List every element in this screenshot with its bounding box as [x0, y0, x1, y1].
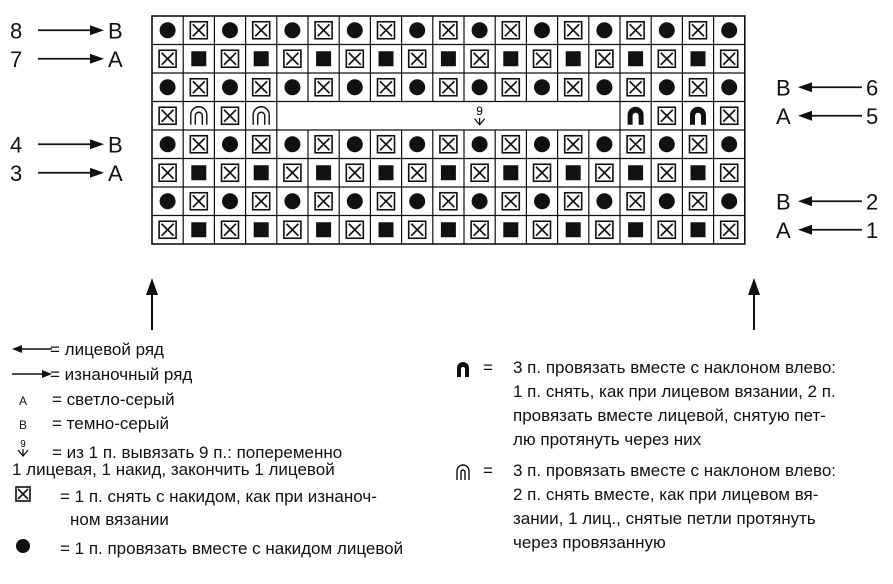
legend-knit-row-text: = лицевой ряд [50, 340, 164, 359]
chart-cell [659, 22, 675, 38]
arrow-up-right-icon [748, 278, 760, 330]
legend-dark-grey-text: = темно-серый [52, 414, 170, 433]
dot-symbol [596, 136, 612, 152]
legend-arch-filled-line-2: 1 п. снять, как при лицевом вязании, 2 п. [513, 382, 836, 401]
square-symbol [503, 51, 518, 66]
legend-arch-outline-line-4: через провязанную [513, 533, 666, 552]
arch-filled-symbol [628, 107, 644, 125]
chart-cell [378, 79, 395, 96]
row-number: 3 [10, 160, 23, 186]
chart-cell [721, 79, 737, 95]
chart-cell [690, 79, 707, 96]
dot-symbol [721, 79, 737, 95]
chart-cell [409, 164, 426, 181]
arrow-left-icon [12, 340, 34, 360]
chart-cell [190, 79, 207, 96]
dot-symbol [409, 193, 425, 209]
dot-symbol [721, 136, 737, 152]
chart-cell [721, 136, 737, 152]
chart-cell [659, 193, 675, 209]
chart-cell [222, 164, 239, 181]
legend-arch-filled-line-1: 3 п. провязать вместе с наклоном влево: [513, 358, 837, 377]
row-number: 2 [866, 189, 879, 215]
chart-cell [222, 107, 239, 124]
legend-purl-row-text: = изнаночный ряд [50, 365, 193, 384]
dot-symbol [347, 79, 363, 95]
square-symbol [503, 222, 518, 237]
chart-cell [566, 222, 581, 237]
chart-cell [690, 136, 707, 153]
square-symbol [379, 51, 394, 66]
chart-cell [190, 22, 207, 39]
square-symbol [316, 165, 331, 180]
dot-symbol [596, 79, 612, 95]
legend-knit-with-yo [12, 538, 403, 559]
chart-cell [409, 50, 426, 67]
chart-cell [222, 22, 238, 38]
chart-cell [690, 22, 707, 39]
row-number: 7 [10, 46, 23, 72]
dot-symbol [222, 22, 238, 38]
row-letter: A [776, 217, 791, 243]
arrow-right-icon [12, 365, 34, 385]
chart-cell [409, 22, 425, 38]
dot-symbol [721, 22, 737, 38]
square-symbol [254, 222, 269, 237]
chart-cell [565, 193, 582, 210]
chart-cell [409, 193, 425, 209]
chart-cell [471, 164, 488, 181]
row-label-left [10, 18, 123, 43]
square-symbol [254, 165, 269, 180]
dot-symbol [596, 22, 612, 38]
chart-cell [315, 22, 332, 39]
chart-cell [472, 79, 488, 95]
legend-arch-outline-line-2: 2 п. снять вместе, как при лицевом вя- [513, 485, 819, 504]
chart-cell [565, 136, 582, 153]
dot-symbol [160, 22, 176, 38]
square-symbol [191, 222, 206, 237]
chart-cell [596, 50, 613, 67]
chart-cell [191, 51, 206, 66]
chart-cell [284, 221, 301, 238]
dot-symbol [284, 136, 300, 152]
chart-cell [471, 50, 488, 67]
dot-symbol [659, 22, 675, 38]
chart-cell [316, 165, 331, 180]
chart-cell [627, 22, 644, 39]
legend-purl-row [12, 365, 192, 385]
dot-symbol [347, 136, 363, 152]
chart-cell [190, 193, 207, 210]
chart-cell [721, 50, 738, 67]
row-number: 8 [10, 18, 23, 44]
chart-cell [440, 136, 457, 153]
chart-cell [190, 136, 207, 153]
chart-cell [254, 222, 269, 237]
chart-cell [503, 222, 518, 237]
chart-cell [503, 165, 518, 180]
row-label-right [776, 218, 878, 243]
chart-cell [315, 193, 332, 210]
dot-symbol [409, 136, 425, 152]
dot-icon [12, 538, 34, 559]
row-label-right [776, 189, 878, 214]
chart-cell [409, 136, 425, 152]
chart-cell [627, 79, 644, 96]
legend-arch-filled: = 3 п. провязать вместе с наклоном влево: 1 п. снять, как при лицевом вязании, 2 п. провязать вместе лицевой, снятую пет- лю протянуть через них [453, 356, 873, 456]
arch-outline-symbol [191, 107, 207, 125]
chart-cell [160, 22, 176, 38]
dot-symbol [222, 193, 238, 209]
chart-cell [440, 193, 457, 210]
row-letter: A [108, 46, 123, 72]
square-symbol [441, 222, 456, 237]
chart-cell [658, 164, 675, 181]
chart-cell [284, 79, 300, 95]
chart-cell [159, 107, 176, 124]
chart-cell [690, 193, 707, 210]
dot-symbol [596, 193, 612, 209]
chart-cell [316, 51, 331, 66]
chart-cell [628, 222, 643, 237]
dot-symbol [534, 79, 550, 95]
chart-cell [378, 136, 395, 153]
chart-cell [534, 79, 550, 95]
chart-cell [691, 165, 706, 180]
chart-cell [253, 193, 270, 210]
chart-cell [502, 193, 519, 210]
square-symbol [691, 165, 706, 180]
chart-cell [721, 221, 738, 238]
chart-cell [721, 164, 738, 181]
chart-cell [347, 136, 363, 152]
chart-cell [566, 165, 581, 180]
square-symbol [566, 222, 581, 237]
dot-symbol [472, 79, 488, 95]
legend-knit-row [12, 340, 164, 360]
chart-cell [379, 222, 394, 237]
chart-cell [596, 79, 612, 95]
chart-cell [472, 136, 488, 152]
dot-symbol [409, 22, 425, 38]
chart-cell [502, 136, 519, 153]
chart-cell [628, 165, 643, 180]
legend-nine-text: = из 1 п. вывязать 9 п.: попеременно [52, 443, 343, 462]
x-box-icon [12, 486, 34, 507]
dot-symbol [347, 22, 363, 38]
chart-cell [284, 50, 301, 67]
row-number: 5 [866, 103, 879, 129]
chart-cell [347, 193, 363, 209]
chart-cell [159, 164, 176, 181]
chart-cell [346, 221, 363, 238]
chart-cell [284, 22, 300, 38]
legend-arch-filled-line-4: лю протянуть через них [513, 430, 702, 449]
chart-cell [596, 22, 612, 38]
legend-slip-text-2: ном вязании [70, 510, 169, 529]
square-symbol [628, 51, 643, 66]
chart-cell [347, 22, 363, 38]
chart-cell [222, 50, 239, 67]
square-symbol [254, 51, 269, 66]
legend-slip-text: = 1 п. снять с накидом, как при изнаноч- [60, 487, 377, 506]
chart-cell [409, 221, 426, 238]
row-number: 6 [866, 75, 879, 101]
chart-cell [596, 164, 613, 181]
chart-cell [441, 165, 456, 180]
chart-cell [475, 104, 485, 125]
chart-cell [471, 221, 488, 238]
legend-slip-with-yo [12, 486, 377, 507]
row-label-left [10, 132, 123, 157]
chart-cell [222, 79, 238, 95]
chart-cell [159, 221, 176, 238]
chart-cell [159, 50, 176, 67]
row-letter: A [108, 160, 123, 186]
legend-arch-outline-line-1: 3 п. провязать вместе с наклоном влево: [513, 461, 837, 480]
dot-symbol [284, 22, 300, 38]
dot-symbol [222, 136, 238, 152]
chart-cell [659, 136, 675, 152]
square-symbol [691, 222, 706, 237]
square-symbol [316, 222, 331, 237]
chart-cell [691, 222, 706, 237]
chart-grid [152, 16, 745, 244]
dot-symbol [284, 79, 300, 95]
chart-cell [253, 79, 270, 96]
chart-cell [253, 107, 269, 125]
chart-cell [596, 221, 613, 238]
dot-symbol [284, 193, 300, 209]
dot-symbol [659, 136, 675, 152]
row-label-left [10, 47, 123, 72]
chart-cell [409, 79, 425, 95]
dot-symbol [472, 193, 488, 209]
dot-symbol [659, 79, 675, 95]
dot-symbol [472, 22, 488, 38]
chart-cell [254, 165, 269, 180]
square-symbol [628, 165, 643, 180]
chart-cell [502, 22, 519, 39]
chart-cell [628, 107, 644, 125]
dot-symbol [534, 193, 550, 209]
square-symbol [441, 51, 456, 66]
chart-cell [160, 79, 176, 95]
legend-b-symbol: B [18, 418, 27, 432]
chart-cell [565, 22, 582, 39]
square-symbol [316, 51, 331, 66]
row-label-left [10, 161, 123, 186]
chart-cell [254, 51, 269, 66]
chart-cell [658, 50, 675, 67]
arch-filled-icon [453, 356, 473, 386]
chart-cell [222, 221, 239, 238]
dot-symbol [534, 136, 550, 152]
arch-outline-symbol [253, 107, 269, 125]
row-label-right [776, 75, 878, 100]
dot-symbol [659, 193, 675, 209]
chart-cell [346, 164, 363, 181]
legend-light-grey [12, 390, 175, 411]
chart-cell [534, 50, 551, 67]
row-letter: A [776, 103, 791, 129]
arch-filled-symbol [690, 107, 706, 125]
chart-cell [284, 164, 301, 181]
bottom-arrows [146, 278, 760, 330]
chart-cell [160, 193, 176, 209]
legend-light-grey-text: = светло-серый [52, 390, 175, 409]
chart-cell [690, 107, 706, 125]
square-symbol [566, 165, 581, 180]
row-letter: B [776, 75, 791, 101]
row-number: 4 [10, 132, 23, 158]
svg-text:9: 9 [20, 439, 26, 450]
chart-cell [316, 222, 331, 237]
legend-nine-text-2: 1 лицевая, 1 накид, закончить 1 лицевой [12, 460, 335, 479]
legend-arch-filled-line-3: провязать вместе лицевой, снятую пет- [513, 406, 826, 425]
chart-cell [596, 193, 612, 209]
chart-cell [534, 193, 550, 209]
chart-cell [191, 107, 207, 125]
dot-symbol [721, 193, 737, 209]
chart-cell [253, 136, 270, 153]
chart-cell [472, 193, 488, 209]
legend-arch-outline: = 3 п. провязать вместе с наклоном влево: 2 п. снять вместе, как при лицевом вя- зании, 1 лиц., снятые петли протянуть через провязанную [453, 459, 873, 559]
chart-cell [284, 136, 300, 152]
chart-cell [191, 165, 206, 180]
arrow-up-left-icon [146, 278, 158, 330]
dot-symbol [534, 22, 550, 38]
chart-cell [379, 51, 394, 66]
square-symbol [191, 165, 206, 180]
legend-nine-continued [12, 460, 335, 480]
square-symbol [628, 222, 643, 237]
chart-cell [596, 136, 612, 152]
chart-cell [191, 222, 206, 237]
chart-cell [658, 221, 675, 238]
chart-cell [440, 79, 457, 96]
square-symbol [566, 51, 581, 66]
dot-symbol [472, 136, 488, 152]
square-symbol [441, 165, 456, 180]
chart-cell [627, 136, 644, 153]
square-symbol [191, 51, 206, 66]
dot-symbol [409, 79, 425, 95]
chart-cell [503, 51, 518, 66]
chart-cell [534, 22, 550, 38]
row-number: 1 [866, 217, 879, 243]
dot-symbol [160, 136, 176, 152]
legend-dark-grey [12, 414, 169, 435]
chart-cell [315, 79, 332, 96]
chart-cell [441, 222, 456, 237]
square-symbol [379, 222, 394, 237]
chart-cell [534, 164, 551, 181]
chart-cell [160, 136, 176, 152]
chart-cell [721, 107, 738, 124]
chart-cell [628, 51, 643, 66]
chart-cell [721, 193, 737, 209]
chart-cell [284, 193, 300, 209]
chart-cell [347, 79, 363, 95]
row-letter: B [108, 18, 123, 44]
chart-cell [379, 165, 394, 180]
dot-symbol [160, 79, 176, 95]
legend-arch-outline-line-3: зании, 1 лиц., снятые петли протянуть [513, 509, 816, 528]
row-label-right [776, 104, 878, 129]
arch-outline-icon [453, 459, 473, 489]
chart-cell [253, 22, 270, 39]
chart-cell [691, 51, 706, 66]
row-letter: B [776, 189, 791, 215]
dot-symbol [347, 193, 363, 209]
square-symbol [503, 165, 518, 180]
chart-cell [378, 22, 395, 39]
chart-cell [534, 221, 551, 238]
legend-a-symbol: A [18, 394, 27, 408]
chart-cell [440, 22, 457, 39]
chart-cell [222, 136, 238, 152]
chart-cell [441, 51, 456, 66]
chart-cell [534, 136, 550, 152]
chart-cell [627, 193, 644, 210]
dot-symbol [222, 79, 238, 95]
legend-slip-continued [70, 510, 169, 530]
chart-cell [566, 51, 581, 66]
chart-cell [502, 79, 519, 96]
chart-cell [658, 107, 675, 124]
chart-cell [378, 193, 395, 210]
chart-cell [565, 79, 582, 96]
square-symbol [379, 165, 394, 180]
square-symbol [691, 51, 706, 66]
row-letter: B [108, 132, 123, 158]
chart-cell [659, 79, 675, 95]
chart-cell [222, 193, 238, 209]
legend-dot-text: = 1 п. провязать вместе с накидом лицевой [60, 539, 404, 558]
chart-cell [315, 136, 332, 153]
nine-symbol: 9 [476, 103, 483, 118]
chart-cell [346, 50, 363, 67]
chart-cell [472, 22, 488, 38]
dot-symbol [160, 193, 176, 209]
chart-cell [721, 22, 737, 38]
